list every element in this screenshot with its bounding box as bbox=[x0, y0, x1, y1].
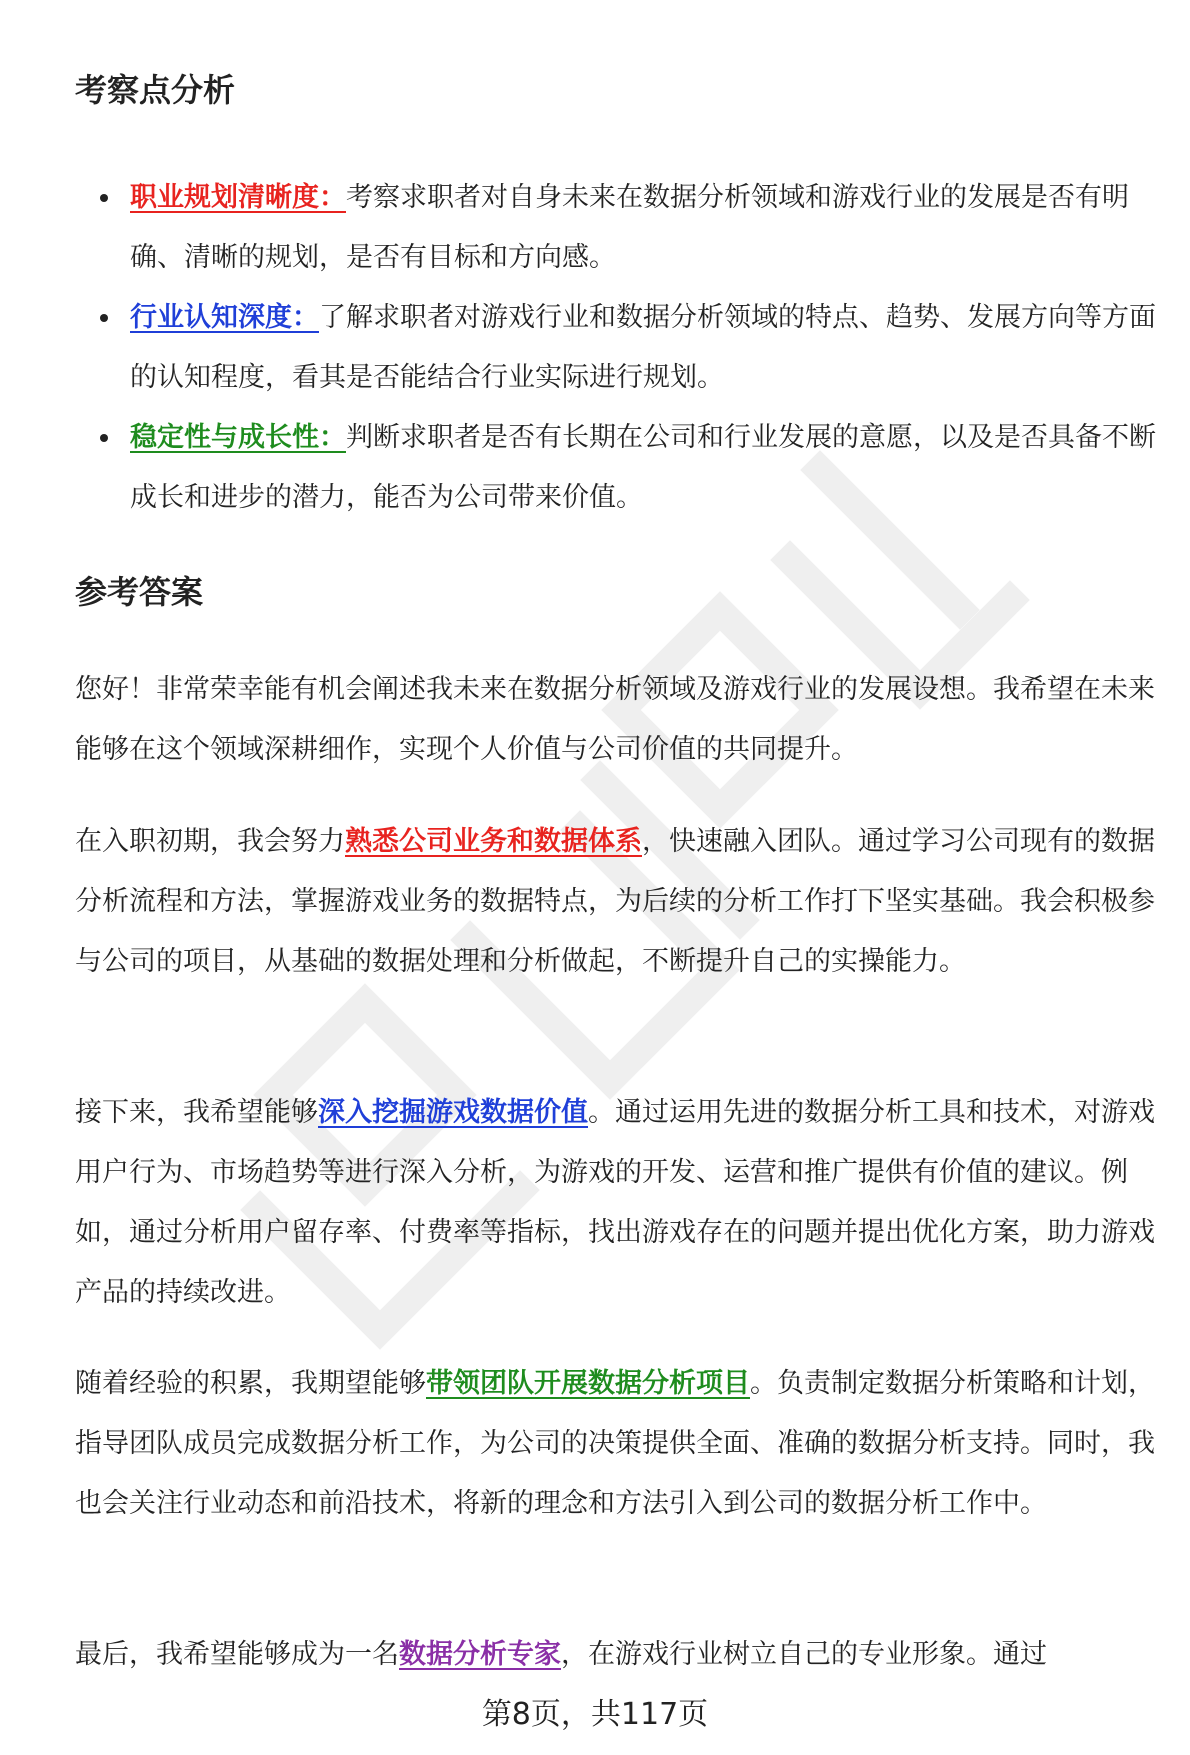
list-item bbox=[75, 288, 1165, 408]
highlight-dig-data-value: 深入挖掘游戏数据价值 bbox=[318, 1097, 588, 1128]
paragraph-text: 接下来，我希望能够 bbox=[75, 1097, 318, 1128]
paragraph-text: 最后，我希望能够成为一名 bbox=[75, 1639, 399, 1670]
paragraph-text: ，在游戏行业树立自己的专业形象。通过 bbox=[561, 1639, 1047, 1670]
paragraph-text: 。负责制定数据分析策略和计划，指导团队成员完成数据分析工作，为公司的决策提供全面、准确的数据分析支持。同时，我也会关注行业动态和前沿技术，将新的理念和方法引入到公司的数据分析工作中。 bbox=[75, 1368, 1155, 1519]
section-heading-answer: 参考答案 bbox=[75, 573, 204, 611]
answer-paragraph-final bbox=[75, 1625, 1165, 1685]
list-item bbox=[75, 168, 1165, 288]
answer-paragraph-lead-stage bbox=[75, 1354, 1165, 1534]
highlight-lead-team: 带领团队开展数据分析项目 bbox=[426, 1368, 750, 1399]
section-heading-analysis: 考察点分析 bbox=[75, 71, 236, 109]
answer-paragraph-mid-stage bbox=[75, 1083, 1165, 1323]
bullet-icon bbox=[100, 434, 108, 442]
paragraph-text: ，快速融入团队。通过学习公司现有的数据分析流程和方法，掌握游戏业务的数据特点，为后续的分析工作打下坚实基础。我会积极参与公司的项目，从基础的数据处理和分析做起，不断提升自己的实操能力。 bbox=[75, 826, 1155, 977]
keyword-industry-cognition: 行业认知深度： bbox=[130, 302, 319, 333]
point-text: 判断求职者是否有长期在公司和行业发展的意愿，以及是否具备不断成长和进步的潜力，能否为公司带来价值。 bbox=[130, 422, 1156, 513]
answer-paragraph-early-stage bbox=[75, 812, 1165, 992]
bullet-icon bbox=[100, 194, 108, 202]
highlight-familiarize-business: 熟悉公司业务和数据体系 bbox=[345, 826, 642, 857]
page-number-footer: 第8页，共117页 bbox=[481, 1697, 709, 1732]
paragraph-text: 在入职初期，我会努力 bbox=[75, 826, 345, 857]
keyword-career-planning: 职业规划清晰度： bbox=[130, 182, 346, 213]
point-text: 了解求职者对游戏行业和数据分析领域的特点、趋势、发展方向等方面的认知程度，看其是否能结合行业实际进行规划。 bbox=[130, 302, 1156, 393]
keyword-stability-growth: 稳定性与成长性： bbox=[130, 422, 346, 453]
paragraph-text: 。通过运用先进的数据分析工具和技术，对游戏用户行为、市场趋势等进行深入分析，为游戏的开发、运营和推广提供有价值的建议。例如，通过分析用户留存率、付费率等指标，找出游戏存在的问题并提出优化方案，助力游戏产品的持续改进。 bbox=[75, 1097, 1155, 1308]
point-text: 考察求职者对自身未来在数据分析领域和游戏行业的发展是否有明确、清晰的规划，是否有目标和方向感。 bbox=[130, 182, 1129, 273]
answer-paragraph-intro: 您好！非常荣幸能有机会阐述我未来在数据分析领域及游戏行业的发展设想。我希望在未来能够在这个领域深耕细作，实现个人价值与公司价值的共同提升。 bbox=[75, 674, 1155, 765]
analysis-points-list bbox=[75, 168, 1165, 528]
bullet-icon bbox=[100, 314, 108, 322]
list-item bbox=[75, 408, 1165, 528]
paragraph-text: 随着经验的积累，我期望能够 bbox=[75, 1368, 426, 1399]
highlight-data-expert: 数据分析专家 bbox=[399, 1639, 561, 1670]
